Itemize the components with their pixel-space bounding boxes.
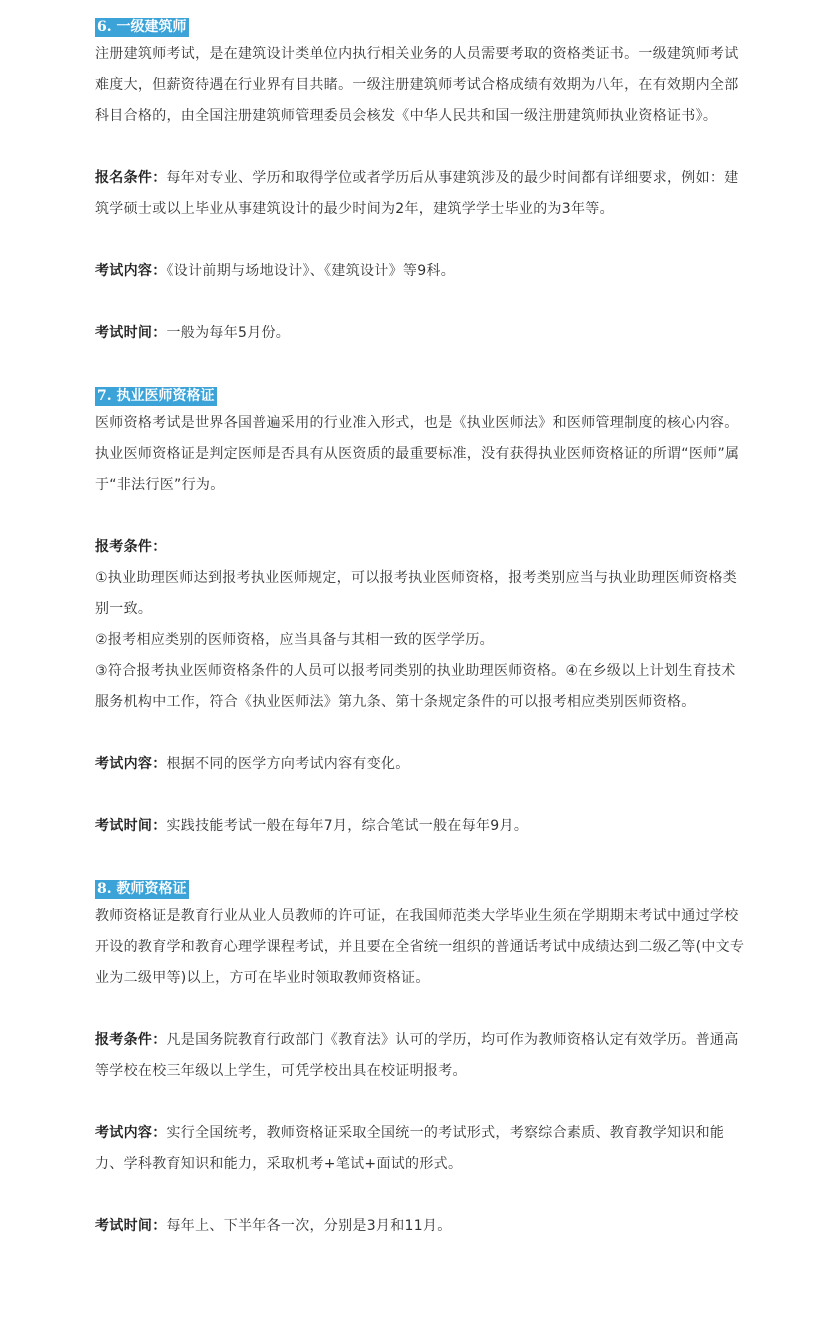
conditions-paragraph [95,1025,745,1087]
condition-item: ①执业助理医师达到报考执业医师规定，可以报考执业医师资格，报考类别应当与执业助理医师资格类别一致。 [95,570,738,617]
section-physician [95,385,745,842]
content-text: 实行全国统考，教师资格证采取全国统一的考试形式，考察综合素质、教育教学知识和能力、学科教育知识和能力，采取机考+笔试+面试的形式。 [95,1125,725,1172]
condition-item: ②报考相应类别的医师资格，应当具备与其相一致的医学学历。 [95,632,494,648]
conditions-label: 报名条件： [95,170,167,186]
section-teacher [95,878,745,1242]
section-heading: 6. 一级建筑师 [97,19,187,35]
content-label: 考试内容： [95,263,167,279]
condition-item: ③符合报考执业医师资格条件的人员可以报考同类别的执业助理医师资格。④在乡级以上计划生育技术服务机构中工作，符合《执业医师法》第九条、第十条规定条件的可以报考相应类别医师资格。 [95,663,736,710]
section-heading: 8. 教师资格证 [97,881,187,897]
conditions-label: 报考条件： [95,539,167,555]
section-intro: 教师资格证是教育行业从业人员教师的许可证，在我国师范类大学毕业生须在学期期末考试中通过学校开设的教育学和教育心理学课程考试，并且要在全省统一组织的普通话考试中成绩达到二级乙等(中文专业为二级甲等)以上，方可在毕业时领取教师资格证。 [95,908,745,986]
conditions-label: 报考条件： [95,1032,167,1048]
section-architect [95,16,745,349]
time-text: 每年上、下半年各一次，分别是3月和11月。 [166,1218,452,1234]
section-heading: 7. 执业医师资格证 [97,388,215,404]
time-paragraph [95,811,745,842]
content-paragraph [95,749,745,780]
conditions-text: 凡是国务院教育行政部门《教育法》认可的学历，均可作为教师资格认定有效学历。普通高等学校在校三年级以上学生，可凭学校出具在校证明报考。 [95,1032,739,1079]
time-text: 实践技能考试一般在每年7月，综合笔试一般在每年9月。 [166,818,529,834]
conditions-text: 每年对专业、学历和取得学位或者学历后从事建筑涉及的最少时间都有详细要求，例如：建筑学硕士或以上毕业从事建筑设计的最少时间为2年，建筑学学士毕业的为3年等。 [95,170,739,217]
content-paragraph [95,1118,745,1180]
section-intro: 注册建筑师考试，是在建筑设计类单位内执行相关业务的人员需要考取的资格类证书。一级建筑师考试难度大，但薪资待遇在行业界有目共睹。一级注册建筑师考试合格成绩有效期为八年，在有效期内全部科目合格的，由全国注册建筑师管理委员会核发《中华人民共和国一级注册建筑师执业资格证书》。 [95,46,739,124]
time-text: 一般为每年5月份。 [166,325,291,341]
content-paragraph [95,256,745,287]
article-body [95,16,745,1242]
time-label: 考试时间： [95,1218,167,1234]
conditions-paragraph [95,163,745,225]
time-paragraph [95,318,745,349]
conditions-paragraph [95,532,745,563]
time-label: 考试时间： [95,818,167,834]
time-paragraph [95,1211,745,1242]
time-label: 考试时间： [95,325,167,341]
content-label: 考试内容： [95,756,167,772]
content-text: 根据不同的医学方向考试内容有变化。 [166,756,410,772]
content-label: 考试内容： [95,1125,167,1141]
section-intro: 医师资格考试是世界各国普遍采用的行业准入形式，也是《执业医师法》和医师管理制度的核心内容。执业医师资格证是判定医师是否具有从医资质的最重要标准，没有获得执业医师资格证的所谓“医师”属于“非法行医”行为。 [95,415,740,493]
content-text: 《设计前期与场地设计》、《建筑设计》等9科。 [166,263,456,279]
